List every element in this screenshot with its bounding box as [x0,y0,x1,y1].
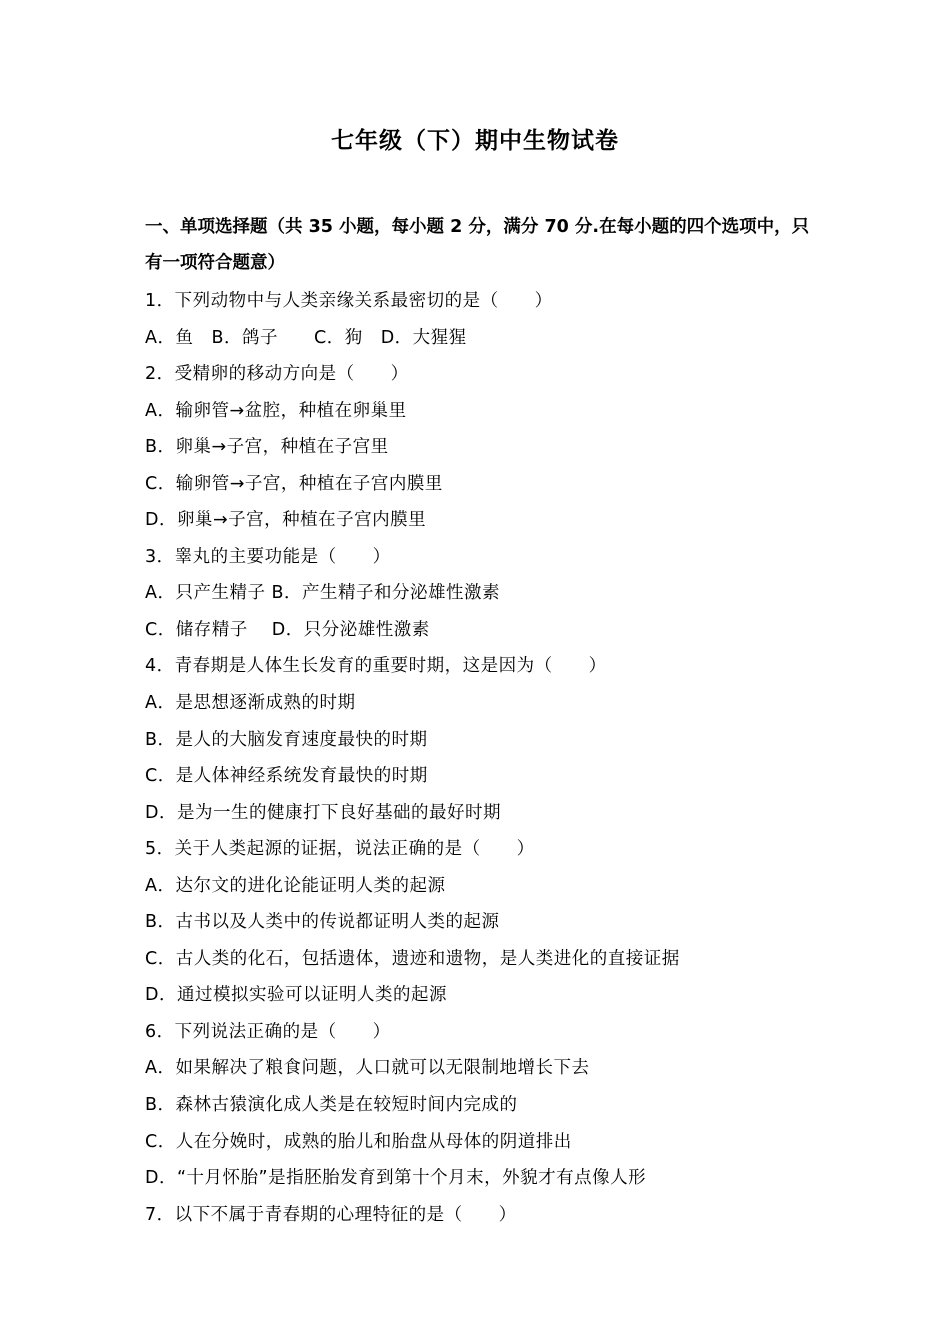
option-line: B．是人的大脑发育速度最快的时期 [145,729,428,750]
option-line: A．是思想逐渐成熟的时期 [145,693,356,714]
option-line: B．古书以及人类中的传说都证明人类的起源 [145,912,500,933]
option-line: C．输卵管→子宫，种植在子宫内膜里 [145,473,443,494]
option-line: A．达尔文的进化论能证明人类的起源 [145,875,446,896]
option-line: B．森林古猿演化成人类是在较短时间内完成的 [145,1095,518,1116]
option-line: C．古人类的化石，包括遗体，遗迹和遗物，是人类进化的直接证据 [145,948,680,969]
option-line: C．人在分娩时，成熟的胎儿和胎盘从母体的阴道排出 [145,1131,572,1152]
option-line: D．卵巢→子宫，种植在子宫内膜里 [145,510,427,531]
question-list [145,283,825,1233]
option-line: D．是为一生的健康打下良好基础的最好时期 [145,802,501,823]
option-line: A．鱼 B．鸽子 C．狗 D．大猩猩 [145,327,467,348]
option-line: D．通过模拟实验可以证明人类的起源 [145,985,447,1006]
option-line: C．是人体神经系统发育最快的时期 [145,766,428,787]
question-line: 3．睾丸的主要功能是（ ） [145,546,391,567]
option-line: A．如果解决了粮食问题，人口就可以无限制地增长下去 [145,1058,590,1079]
question-line: 1．下列动物中与人类亲缘关系最密切的是（ ） [145,291,553,311]
section-heading: 一、单项选择题（共 35 小题，每小题 2 分，满分 70 分.在每小题的四个选项中，只有一项符合题意） [145,217,810,273]
question-line: 5．关于人类起源的证据，说法正确的是（ ） [145,839,535,860]
question-line: 2．受精卵的移动方向是（ ） [145,364,409,385]
question-line: 6．下列说法正确的是（ ） [145,1021,391,1042]
question-line: 7．以下不属于青春期的心理特征的是（ ） [145,1204,517,1225]
exam-title: 七年级（下）期中生物试卷 [331,128,619,154]
option-line: B．卵巢→子宫，种植在子宫里 [145,437,389,458]
option-line: A．输卵管→盆腔，种植在卵巢里 [145,400,407,421]
option-line: D．“十月怀胎”是指胚胎发育到第十个月末，外貌才有点像人形 [145,1168,647,1189]
question-line: 4．青春期是人体生长发育的重要时期，这是因为（ ） [145,656,607,677]
option-line: A．只产生精子 B．产生精子和分泌雄性激素 [145,583,501,604]
option-line: C．储存精子 D．只分泌雄性激素 [145,619,430,640]
